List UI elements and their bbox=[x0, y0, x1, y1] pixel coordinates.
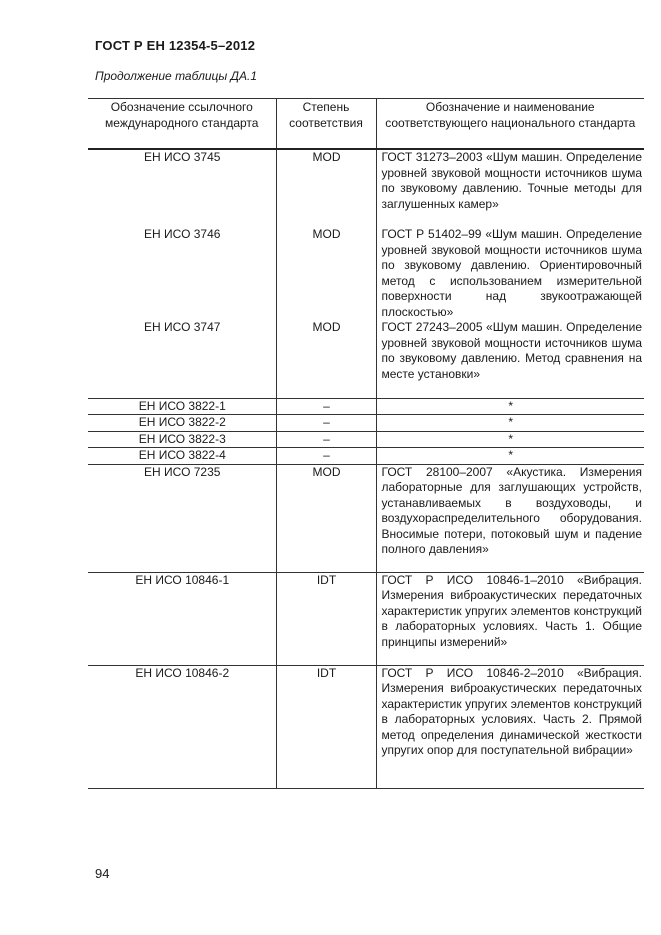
document-title: ГОСТ Р ЕН 12354-5–2012 bbox=[95, 38, 256, 53]
reference-standard-cell: ЕН ИСО 3822-1 bbox=[88, 398, 276, 415]
degree-cell: MOD bbox=[276, 464, 376, 572]
table-row bbox=[88, 572, 644, 665]
reference-standard-cell: ЕН ИСО 3745 bbox=[88, 149, 276, 227]
column-header-degree: Степень соответствия bbox=[276, 99, 376, 150]
reference-standard-cell: ЕН ИСО 10846-2 bbox=[88, 665, 276, 788]
table-row bbox=[88, 415, 644, 432]
reference-standard-cell: ЕН ИСО 3822-2 bbox=[88, 415, 276, 432]
degree-cell: – bbox=[276, 415, 376, 432]
table-row bbox=[88, 227, 644, 320]
table-row bbox=[88, 149, 644, 227]
table-row bbox=[88, 448, 644, 465]
table-row bbox=[88, 431, 644, 448]
table-row bbox=[88, 665, 644, 788]
page-number: 94 bbox=[95, 866, 110, 881]
column-header-reference-standard: Обозначение ссылочного международного стандарта bbox=[88, 99, 276, 150]
national-standard-cell: ГОСТ Р ИСО 10846-1–2010 «Вибрация. Измерения виброакустических передаточных характеристик упругих элементов конструкций в лабораторных условиях. Часть 1. Общие принципы измерений» bbox=[376, 572, 644, 665]
degree-cell: IDT bbox=[276, 572, 376, 665]
national-standard-cell: ГОСТ 27243–2005 «Шум машин. Определение уровней звуковой мощности источников шума по звуковому давлению. Метод сравнения на месте установки» bbox=[381, 320, 642, 381]
table-row bbox=[88, 464, 644, 572]
column-header-national-standard: Обозначение и наименование соответствующего национального стандарта bbox=[385, 100, 636, 130]
table-header-row bbox=[88, 99, 644, 150]
national-standard-cell: * bbox=[376, 431, 644, 448]
degree-cell: – bbox=[276, 448, 376, 465]
degree-cell: MOD bbox=[276, 227, 376, 320]
standards-table bbox=[88, 98, 644, 789]
reference-standard-cell: ЕН ИСО 7235 bbox=[88, 464, 276, 572]
national-standard-cell: ГОСТ 31273–2003 «Шум машин. Определение уровней звуковой мощности источников шума по звуковому давлению. Точные методы для заглушенных камер» bbox=[376, 149, 644, 227]
degree-cell: MOD bbox=[276, 149, 376, 227]
reference-standard-cell: ЕН ИСО 3822-3 bbox=[88, 431, 276, 448]
reference-standard-cell: ЕН ИСО 3747 bbox=[88, 320, 276, 398]
degree-cell: – bbox=[276, 431, 376, 448]
national-standard-cell: ГОСТ 28100–2007 «Акустика. Измерения лабораторные для заглушающих устройств, устанавливаемых в воздуховоды, и воздухораспределительного оборудования. Вносимые потери, потоковый шум и падение полного давления» bbox=[376, 464, 644, 572]
degree-cell: IDT bbox=[276, 665, 376, 788]
degree-cell: MOD bbox=[276, 320, 376, 398]
national-standard-cell: * bbox=[376, 448, 644, 465]
table-row bbox=[88, 398, 644, 415]
national-standard-cell: ГОСТ Р ИСО 10846-2–2010 «Вибрация. Измерения виброакустических передаточных характеристик упругих элементов конструкций в лабораторных условиях. Часть 2. Прямой метод определения динамической жесткости упругих опор для поступательной вибрации» bbox=[376, 665, 644, 788]
reference-standard-cell: ЕН ИСО 3746 bbox=[88, 227, 276, 320]
table-row bbox=[88, 320, 644, 398]
national-standard-cell: * bbox=[376, 398, 644, 415]
reference-standard-cell: ЕН ИСО 10846-1 bbox=[88, 572, 276, 665]
degree-cell: – bbox=[276, 398, 376, 415]
reference-standard-cell: ЕН ИСО 3822-4 bbox=[88, 448, 276, 465]
national-standard-cell: ГОСТ Р 51402–99 «Шум машин. Определение уровней звуковой мощности источников шума по звуковому давлению. Ориентировочный метод с использованием измерительной поверхности над звукоотражающей плоскостью» bbox=[381, 227, 642, 319]
table-caption: Продолжение таблицы ДА.1 bbox=[95, 69, 258, 83]
national-standard-cell: * bbox=[376, 415, 644, 432]
